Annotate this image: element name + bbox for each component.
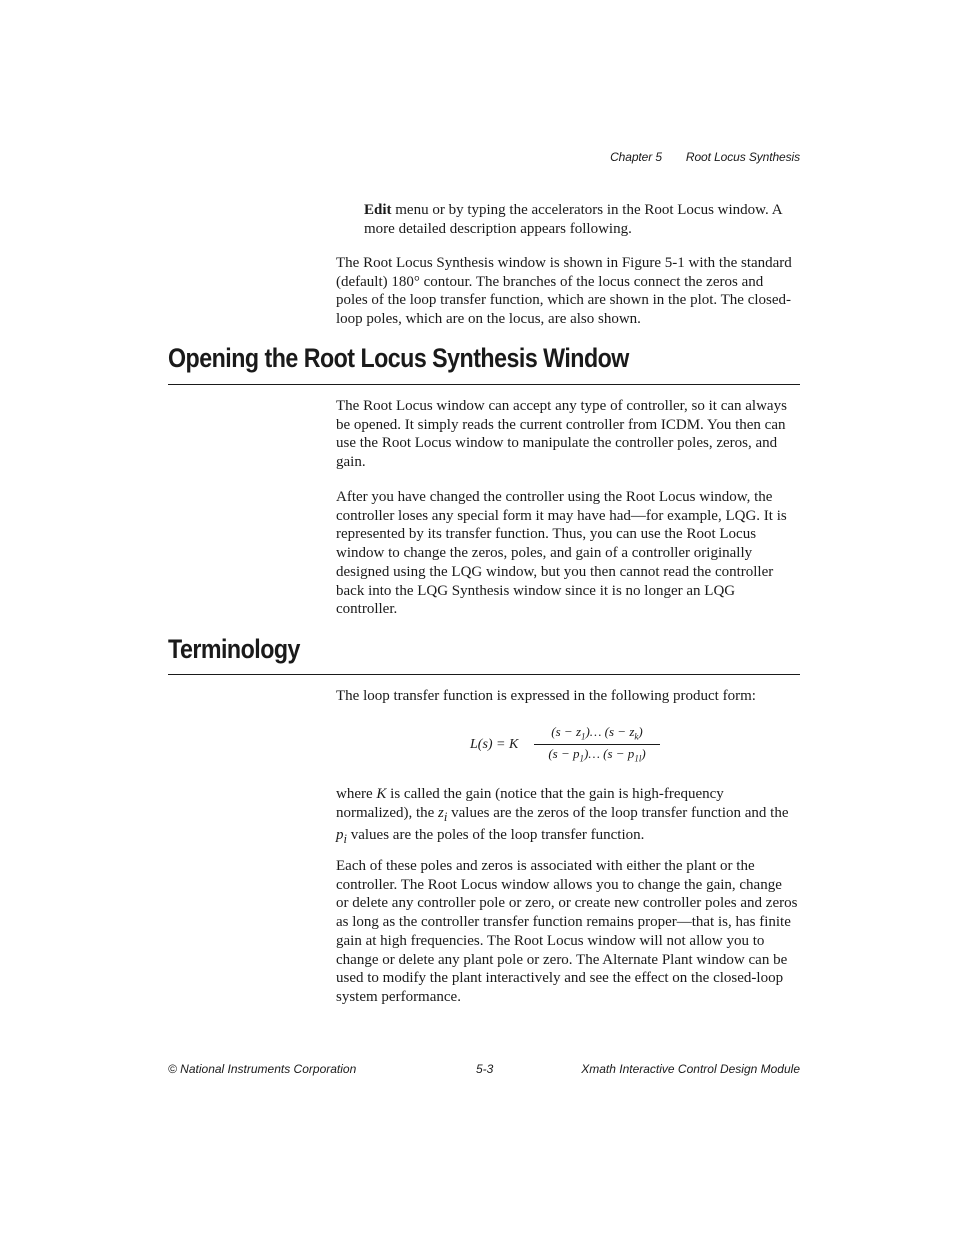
- equation-fraction: [534, 724, 660, 763]
- terminology-paragraph-3: Each of these poles and zeros is associated with either the plant or the controller. The Root Locus window allows you to change the gain, change or delete any controller pole or zero, or create new controller poles and zeros as long as the controller transfer function remains proper—that is, has finite gain at high frequencies. The Root Locus window will not allow you to change or delete any plant pole or zero. The Alternate Plant window can be used to modify the plant interactively and see the effect on the closed-loop system performance.: [336, 858, 798, 1005]
- intro-paragraph: The Root Locus Synthesis window is shown in Figure 5-1 with the standard (default) 180° contour. The branches of the locus connect the zeros and poles of the loop transfer function, which are shown in the plot. The closed-loop poles, which are on the locus, are also shown.: [336, 255, 792, 328]
- zero-symbol: z: [438, 804, 444, 821]
- pole-symbol: p: [336, 827, 344, 844]
- footer-page-number: 5-3: [476, 1062, 494, 1076]
- fraction-bar: [534, 744, 660, 745]
- heading-rule: [168, 384, 800, 385]
- heading-rule: [168, 674, 800, 675]
- heading-opening-window: Opening the Root Locus Synthesis Window: [168, 343, 629, 373]
- edit-menu-term: Edit: [364, 202, 392, 218]
- text-run: is called the gain (notice that the gain is high-frequency normalized), the: [336, 786, 724, 821]
- footer-copyright: © National Instruments Corporation: [168, 1062, 357, 1076]
- intro-continuation: [364, 201, 794, 238]
- opening-paragraph-1: The Root Locus window can accept any type of controller, so it can always be opened. It simply reads the current controller from ICDM. You then can use the Root Locus window to manipulate the controller poles, zeros, and gain.: [336, 398, 787, 471]
- text-run: values are the poles of the loop transfer function.: [346, 827, 645, 844]
- pole-subscript: i: [343, 832, 347, 847]
- text-run: values are the zeros of the loop transfer function and the: [447, 804, 789, 821]
- intro-continuation-text: menu or by typing the accelerators in the Root Locus window. A more detailed description appears following.: [364, 202, 782, 237]
- gain-symbol: K: [376, 786, 387, 802]
- heading-terminology: Terminology: [168, 634, 300, 664]
- running-header: [610, 150, 800, 164]
- terminology-paragraph-1: The loop transfer function is expressed in the following product form:: [336, 688, 756, 704]
- header-section: Root Locus Synthesis: [685, 150, 800, 164]
- text-run: where: [336, 786, 377, 802]
- footer-product: Xmath Interactive Control Design Module: [581, 1062, 800, 1076]
- equation-numerator: $(s - z_1)\dots$ $(s - z_k)$: [551, 724, 643, 742]
- zero-subscript: i: [443, 809, 448, 824]
- terminology-paragraph-2: [336, 785, 798, 849]
- opening-paragraph-2: After you have changed the controller using the Root Locus window, the controller loses any special form it may have had—for example, LQG. It is represented by its transfer function. Thus, you can use the Root Locus window to change the zeros, poles, and gain of a controller originally designed using the LQG window, but you then cannot read the controller back into the LQG Synthesis window since it is no longer an LQG controller.: [336, 489, 787, 618]
- equation-lhs: L(s) = K: [470, 737, 519, 752]
- equation-denominator: $(s - p_1)\dots$ $(s - p_{1l})$: [548, 745, 646, 764]
- header-chapter: Chapter 5: [610, 150, 662, 164]
